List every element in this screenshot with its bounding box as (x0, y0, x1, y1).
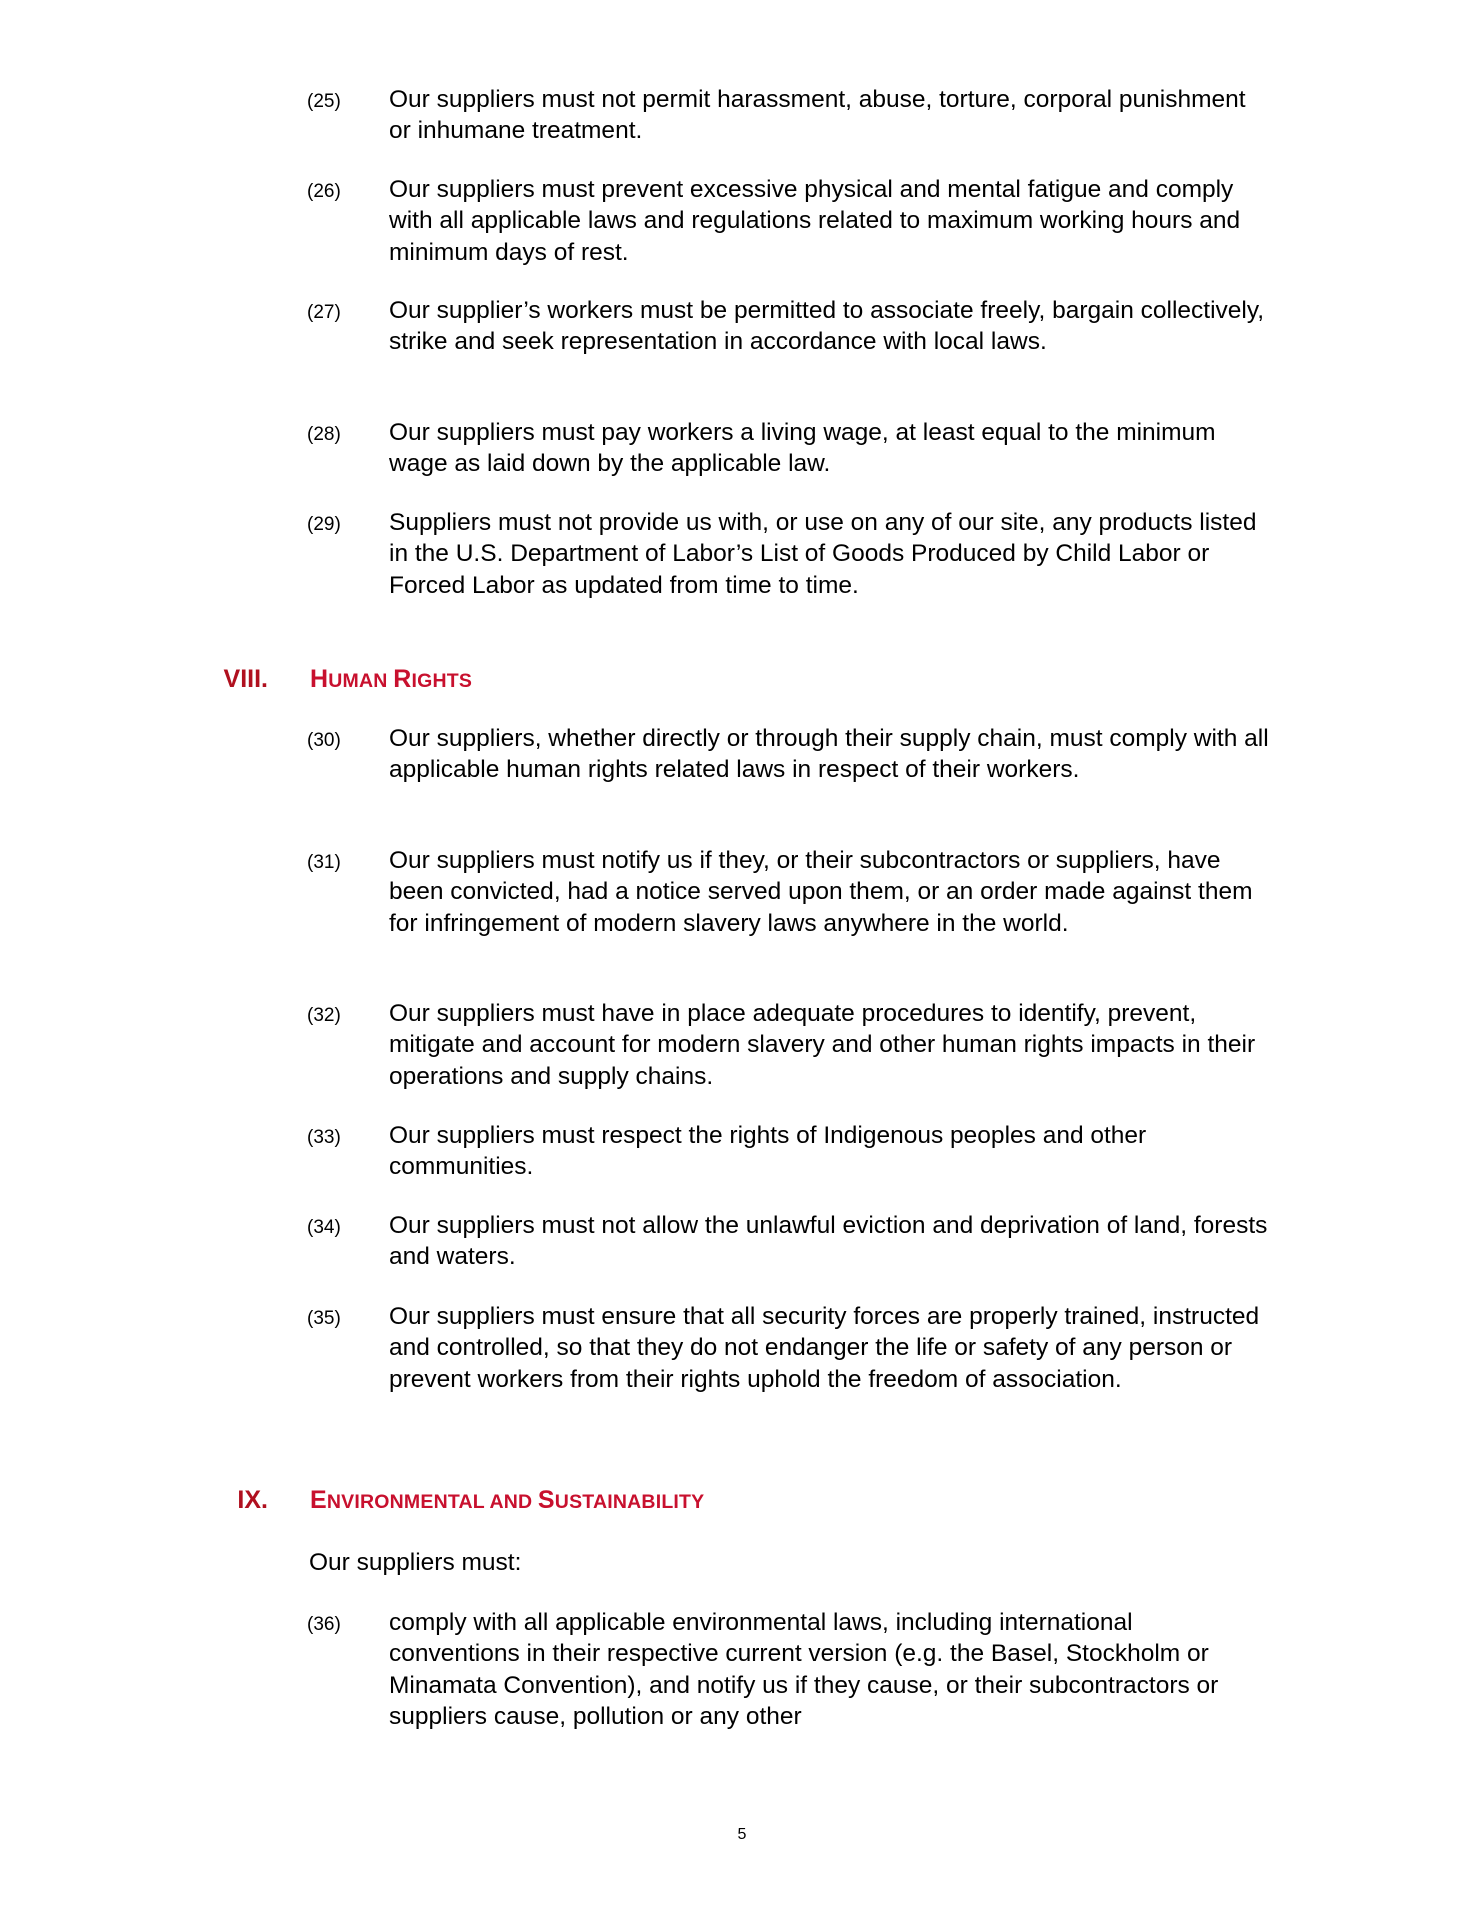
item-number: (31) (307, 852, 341, 873)
item-text: Our suppliers must not allow the unlawful eviction and deprivation of land, forests and waters. (389, 1212, 1268, 1271)
section-numeral: VIII. (223, 665, 268, 693)
item-number: (32) (307, 1005, 341, 1026)
section-intro: Our suppliers must: (309, 1549, 522, 1576)
section-title: HUMAN RIGHTS (310, 665, 473, 693)
item-number: (26) (307, 181, 341, 202)
item-number: (34) (307, 1217, 341, 1238)
item-text: Our suppliers must have in place adequate procedures to identify, prevent, mitigate and account for modern slavery and other human rights impacts in their operations and supply chains. (389, 1000, 1256, 1090)
item-text: Our suppliers must respect the rights of Indigenous peoples and other communities. (389, 1122, 1147, 1181)
item-number: (33) (307, 1127, 341, 1148)
item-number: (30) (307, 730, 341, 751)
item-text: Our supplier’s workers must be permitted to associate freely, bargain collectively, strike and seek representation in accordance with local laws. (389, 297, 1265, 356)
item-number: (25) (307, 91, 341, 112)
item-text: Our suppliers must ensure that all security forces are properly trained, instructed and controlled, so that they do not endanger the life or safety of any person or prevent workers from their rights uphold the freedom of association. (389, 1303, 1260, 1393)
page-number: 5 (737, 1826, 747, 1843)
item-text: Our suppliers, whether directly or through their supply chain, must comply with all applicable human rights related laws in respect of their workers. (389, 725, 1269, 784)
item-text: comply with all applicable environmental laws, including international conventions in their respective current version (e.g. the Basel, Stockholm or Minamata Convention), and notify us if they cause, or their subcontractors or suppliers cause, pollution or any other (389, 1609, 1219, 1730)
item-text: Our suppliers must notify us if they, or their subcontractors or suppliers, have been convicted, had a notice served upon them, or an order made against them for infringement of modern slavery laws anywhere in the world. (389, 847, 1253, 937)
item-text: Suppliers must not provide us with, or use on any of our site, any products listed in the U.S. Department of Labor’s List of Goods Produced by Child Labor or Forced Labor as updated from time to time. (389, 509, 1257, 599)
item-text: Our suppliers must not permit harassment, abuse, torture, corporal punishment or inhumane treatment. (389, 86, 1246, 145)
item-text: Our suppliers must pay workers a living wage, at least equal to the minimum wage as laid down by the applicable law. (389, 419, 1216, 478)
item-number: (27) (307, 302, 341, 323)
item-number: (29) (307, 514, 341, 535)
section-numeral: IX. (237, 1486, 268, 1514)
item-text: Our suppliers must prevent excessive physical and mental fatigue and comply with all applicable laws and regulations related to maximum working hours and minimum days of rest. (389, 176, 1241, 266)
section-heading-environmental (0, 1482, 1484, 1518)
section-title: ENVIRONMENTAL AND SUSTAINABILITY (310, 1486, 705, 1514)
item-number: (35) (307, 1308, 341, 1329)
item-number: (28) (307, 424, 341, 445)
section-heading-human-rights (0, 661, 1484, 697)
item-number: (36) (307, 1614, 341, 1635)
